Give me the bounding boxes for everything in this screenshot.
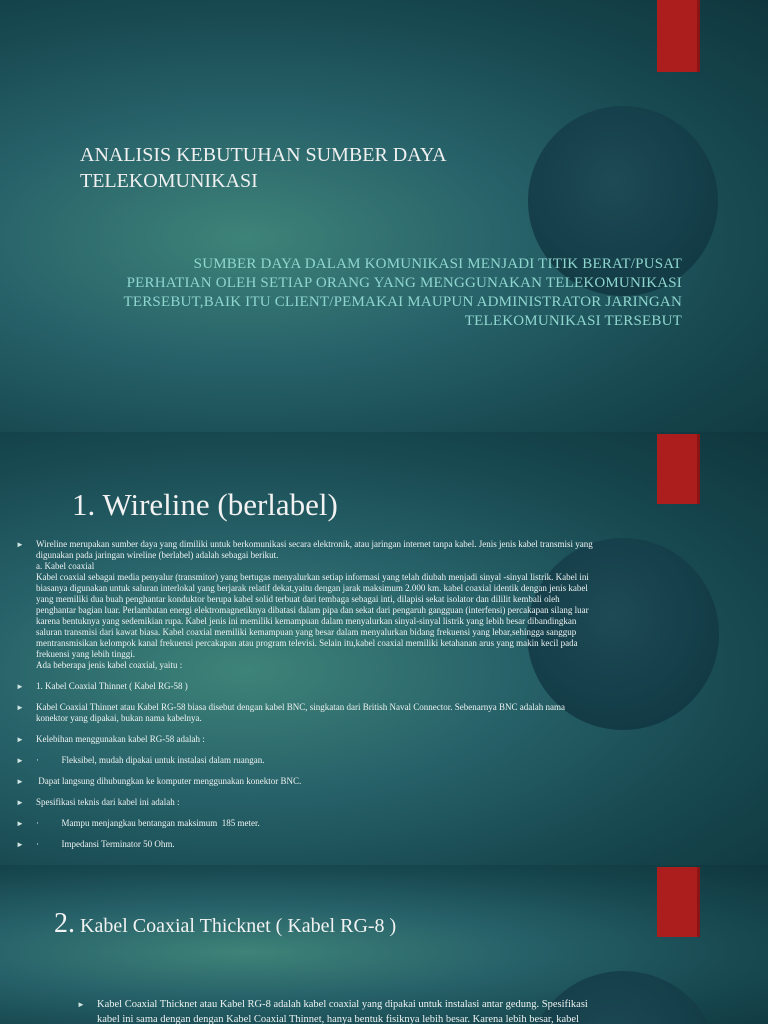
text-line: saluran transmisi dari kawat biasa. Kabel coaxial memiliki kemampuan yang besar dalam menyalurkan bidang frekuensi yang lebar,sehingga sanggup <box>36 627 577 637</box>
bullet-item <box>16 681 636 692</box>
bullet-item <box>16 797 636 808</box>
bullet-text: Kabel Coaxial Thinnet atau Kabel RG-58 biasa disebut dengan kabel BNC, singkatan dari British Naval Connector. Sebenarnya BNC adalah nama konektor yang dipakai, bukan nama kabelnya. <box>36 702 565 723</box>
bullet-arrow-icon: ► <box>16 777 24 786</box>
slide-thicknet <box>0 865 768 1024</box>
bullet-item <box>16 776 636 787</box>
bullet-arrow-icon: ► <box>16 840 24 849</box>
bullet-arrow-icon: ► <box>16 703 24 712</box>
slide-wireline <box>0 432 768 865</box>
red-accent-bar <box>657 434 700 504</box>
bullet-text: · Fleksibel, mudah dipakai untuk instalasi dalam ruangan. <box>36 755 265 765</box>
red-accent-bar <box>657 867 700 937</box>
text-line: yang memiliki dua buah penghantar konduktor berupa kabel solid terbuat dari tembaga sebagai inti, dilapisi sekat isolator dan dililit kembali oleh <box>36 594 560 604</box>
title-line: ANALISIS KEBUTUHAN SUMBER DAYA <box>80 144 447 166</box>
subtitle-line: SUMBER DAYA DALAM KOMUNIKASI MENJADI TITIK BERAT/PUSAT <box>193 256 682 272</box>
bullet-text: 1. Kabel Coaxial Thinnet ( Kabel RG-58 ) <box>36 681 188 691</box>
slide-body <box>77 997 637 1024</box>
text-line: Ada beberapa jenis kabel coaxial, yaitu : <box>36 660 183 670</box>
slide-title-text <box>80 142 540 194</box>
slide-title <box>0 0 768 432</box>
heading-number: 2. <box>54 908 75 939</box>
text-line: frekuensi yang lebih tinggi. <box>36 649 135 659</box>
bullet-item <box>16 539 636 671</box>
text-line: digunakan pada jaringan wireline (berlabel) adalah sebagai berikut. <box>36 550 279 560</box>
bullet-arrow-icon: ► <box>77 1000 85 1009</box>
slide-heading <box>54 908 396 940</box>
bullet-item <box>16 734 636 745</box>
bullet-arrow-icon: ► <box>16 540 24 549</box>
text-line: karena bentuknya yang sedemikian rupa. Kabel jenis ini memiliki kemampuan dalam menyalurkan sinyal-sinyal listrik yang lebih besar dibandingkan <box>36 616 577 626</box>
subtitle-line: TELEKOMUNIKASI TERSEBUT <box>464 313 682 329</box>
text-line: Wireline merupakan sumber daya yang dimiliki untuk berkomunikasi secara elektronik, atau jaringan internet tanpa kabel. Jenis jenis kabel transmisi yang <box>36 539 593 549</box>
text-line: penghantar bagian luar. Perlambatan energi elektromagnetiknya dibatasi dalam pipa dan sekat dari pengaruh gangguan (interfensi) percakapan silang luar <box>36 605 589 615</box>
bullet-item <box>77 997 637 1024</box>
text-line: kabel ini sama dengan dengan Kabel Coaxial Thinnet, hanya bentuk fisiknya lebih besar. Karena lebih besar, kabel <box>97 1014 579 1024</box>
bullet-item <box>16 818 636 829</box>
paragraph <box>36 539 636 671</box>
bullet-text: · Impedansi Terminator 50 Ohm. <box>36 839 175 849</box>
bullet-item <box>16 755 636 766</box>
text-line: a. Kabel coaxial <box>36 561 95 571</box>
title-line: TELEKOMUNIKASI <box>80 170 258 192</box>
text-line: mentransmisikan kelompok kanal frekuensi percakapan atau program televisi. Selain itu,kabel coaxial memiliki ketahanan arus yang makin kecil pada <box>36 638 578 648</box>
slide-subtitle <box>96 255 682 331</box>
subtitle-line: TERSEBUT,BAIK ITU CLIENT/PEMAKAI MAUPUN ADMINISTRATOR JARINGAN <box>123 294 682 310</box>
text-line: biasanya digunakan untuk saluran interlokal yang berjarak relatif dekat,yaitu dengan jarak maksimum 2.000 km. kabel coaxial identik dengan jenis kabel <box>36 583 588 593</box>
text-line: Kabel coaxial sebagai media penyalur (transmitor) yang bertugas menyalurkan setiap informasi yang telah diubah menjadi sinyal -sinyal listrik. Kabel ini <box>36 572 589 582</box>
bullet-arrow-icon: ► <box>16 682 24 691</box>
bullet-text: Dapat langsung dihubungkan ke komputer menggunakan konektor BNC. <box>36 776 302 786</box>
bullet-arrow-icon: ► <box>16 819 24 828</box>
bullet-arrow-icon: ► <box>16 735 24 744</box>
bullet-item <box>16 839 636 850</box>
bullet-arrow-icon: ► <box>16 798 24 807</box>
bullet-text: Spesifikasi teknis dari kabel ini adalah : <box>36 797 180 807</box>
slide-body <box>16 539 636 850</box>
red-accent-bar <box>657 0 700 72</box>
bullet-text: · Mampu menjangkau bentangan maksimum 185 meter. <box>36 818 260 828</box>
subtitle-line: PERHATIAN OLEH SETIAP ORANG YANG MENGGUNAKAN TELEKOMUNIKASI <box>126 275 682 291</box>
bullet-text: Kelebihan menggunakan kabel RG-58 adalah : <box>36 734 205 744</box>
heading-text: Kabel Coaxial Thicknet ( Kabel RG-8 ) <box>75 915 397 937</box>
bullet-arrow-icon: ► <box>16 756 24 765</box>
paragraph <box>97 997 637 1024</box>
text-line: Kabel Coaxial Thicknet atau Kabel RG-8 adalah kabel coaxial yang dipakai untuk instalasi antar gedung. Spesifikasi <box>97 999 588 1010</box>
slide-heading: 1. Wireline (berlabel) <box>72 487 338 522</box>
bullet-item <box>16 702 636 724</box>
